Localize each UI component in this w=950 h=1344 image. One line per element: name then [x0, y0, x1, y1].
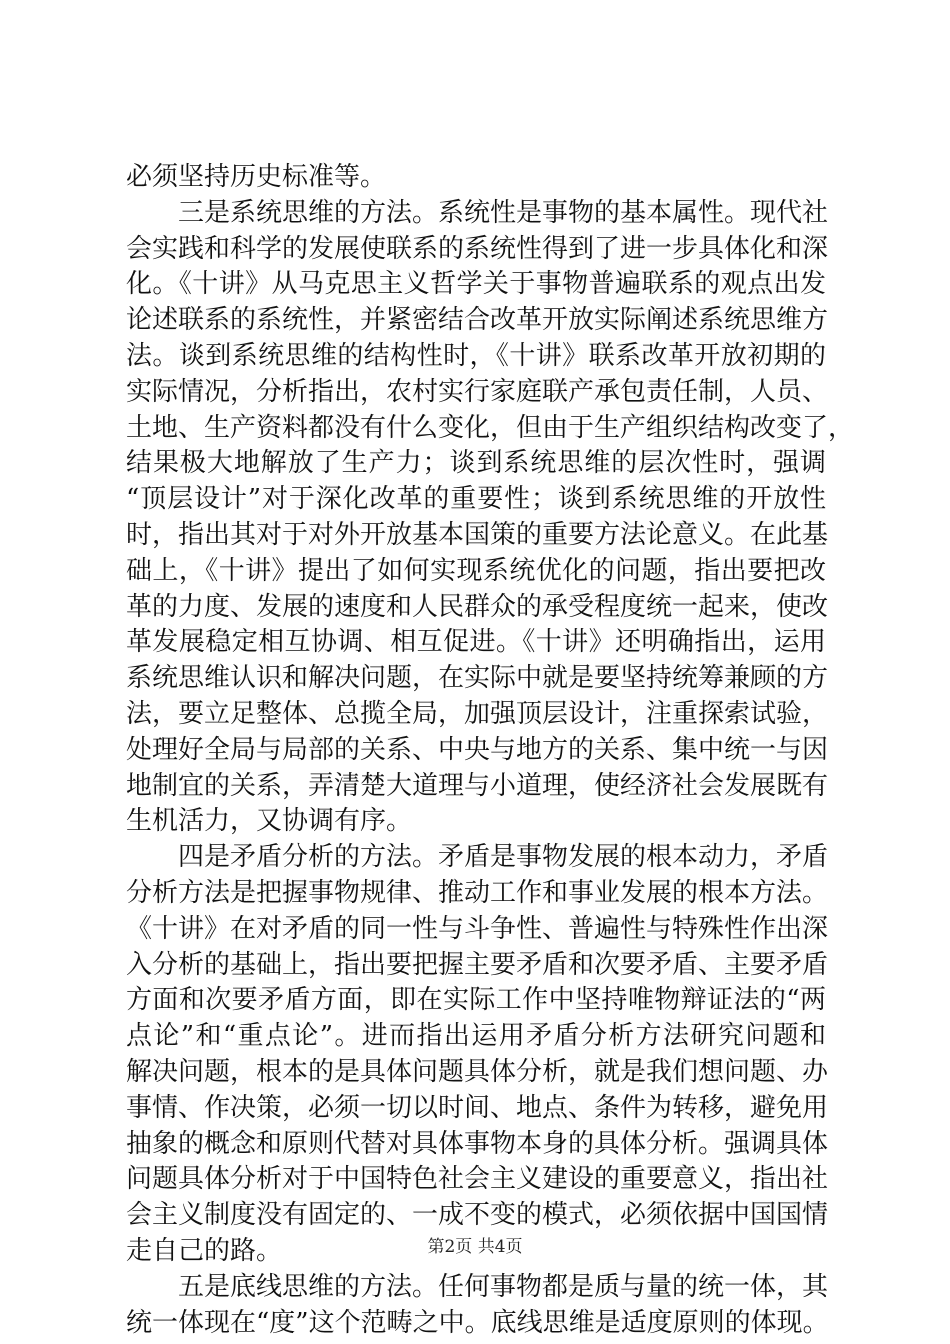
text-line: “顶层设计”对于深化改革的重要性；谈到系统思维的开放性 [126, 484, 826, 515]
text-line: 法，要立足整体、总揽全局，加强顶层设计，注重探索试验， [126, 698, 829, 729]
text-line: 问题具体分析对于中国特色社会主义建设的重要意义，指出社 [126, 1164, 829, 1195]
text-line: 走自己的路。 [126, 1235, 283, 1266]
paragraph-start-line: 四是矛盾分析的方法。矛盾是事物发展的根本动力，矛盾 [178, 842, 829, 873]
text-line: 生机活力，又协调有序。 [126, 806, 413, 837]
text-line: 必须坚持历史标准等。 [126, 162, 387, 192]
text-line: 化。《十讲》从马克思主义哲学关于事物普遍联系的观点出发 [126, 269, 826, 300]
text-line: 处理好全局与局部的关系、中央与地方的关系、集中统一与因 [126, 734, 829, 765]
text-line: 会实践和科学的发展使联系的系统性得到了进一步具体化和深 [126, 233, 829, 264]
page-number-footer: 第2页 共4页 [427, 1237, 523, 1257]
text-line: 法。谈到系统思维的结构性时，《十讲》联系改革开放初期的 [126, 340, 826, 371]
text-line: 方面和次要矛盾方面，即在实际工作中坚持唯物辩证法的“两 [126, 985, 826, 1016]
text-line: 抽象的概念和原则代替对具体事物本身的具体分析。强调具体 [126, 1128, 829, 1159]
text-line: 时，指出其对于对外开放基本国策的重要方法论意义。在此基 [126, 519, 829, 550]
text-line: 论述联系的系统性，并紧密结合改革开放实际阐述系统思维方 [126, 305, 829, 336]
body-text [126, 160, 855, 1341]
paragraph-start-line: 三是系统思维的方法。系统性是事物的基本属性。现代社 [178, 197, 829, 228]
text-line: 统一体现在“度”这个范畴之中。底线思维是适度原则的体现。 [126, 1307, 829, 1338]
paragraph-start-line: 五是底线思维的方法。任何事物都是质与量的统一体，其 [178, 1271, 829, 1302]
text-line: 结果极大地解放了生产力；谈到系统思维的层次性时，强调 [126, 448, 826, 479]
text-line: 事情、作决策，必须一切以时间、地点、条件为转移，避免用 [126, 1092, 829, 1123]
text-line: 入分析的基础上，指出要把握主要矛盾和次要矛盾、主要矛盾 [126, 949, 829, 980]
text-line: 《十讲》在对矛盾的同一性与斗争性、普遍性与特殊性作出深 [126, 913, 829, 944]
text-line: 实际情况，分析指出，农村实行家庭联产承包责任制，人员、 [126, 376, 829, 407]
text-line: 革发展稳定相互协调、相互促进。《十讲》还明确指出，运用 [126, 627, 826, 658]
text-line: 土地、生产资料都没有什么变化，但由于生产组织结构改变了， [126, 412, 855, 443]
text-line: 解决问题，根本的是具体问题具体分析，就是我们想问题、办 [126, 1056, 829, 1087]
text-line: 革的力度、发展的速度和人民群众的承受程度统一起来，使改 [126, 591, 829, 622]
text-line: 分析方法是把握事物规律、推动工作和事业发展的根本方法。 [126, 877, 829, 908]
text-line: 础上，《十讲》提出了如何实现系统优化的问题，指出要把改 [126, 555, 826, 586]
text-line: 会主义制度没有固定的、一成不变的模式，必须依据中国国情 [126, 1200, 829, 1231]
text-line: 点论”和“重点论”。进而指出运用矛盾分析方法研究问题和 [126, 1021, 826, 1052]
text-line: 地制宜的关系，弄清楚大道理与小道理，使经济社会发展既有 [126, 770, 829, 801]
text-line: 系统思维认识和解决问题，在实际中就是要坚持统筹兼顾的方 [126, 663, 829, 694]
